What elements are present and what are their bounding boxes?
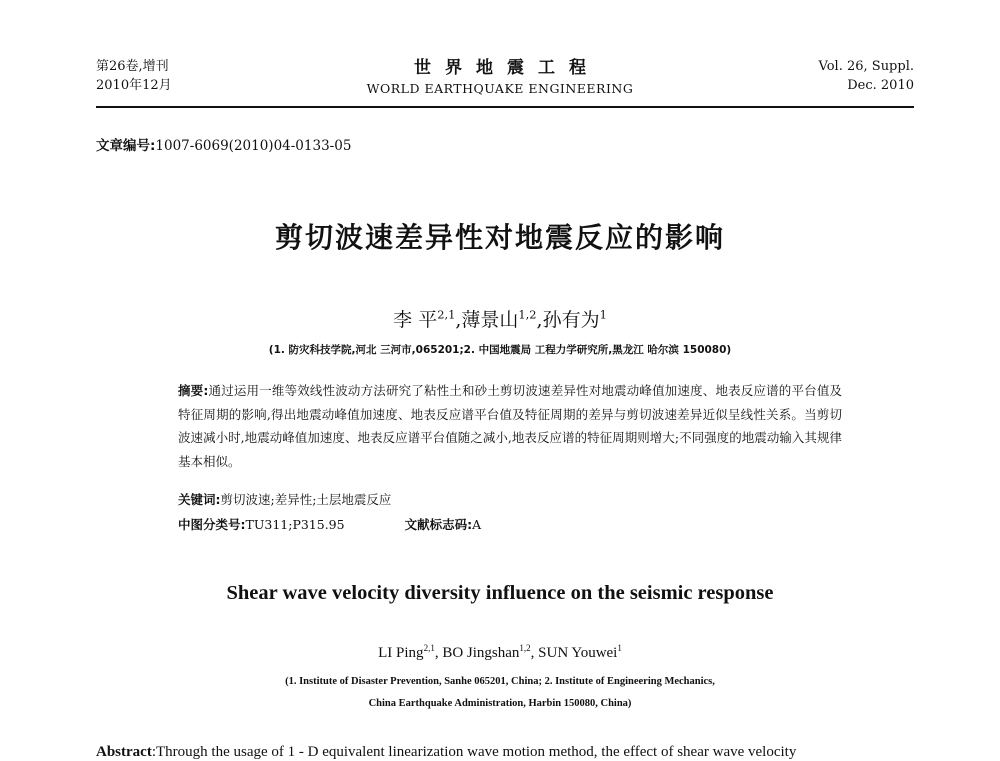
volume-cn: 第26卷,增刊 [96, 59, 169, 74]
abstract-en-label: Abstract [96, 744, 152, 760]
abstract-cn-label: 摘要: [178, 383, 209, 398]
abstract-en [96, 744, 926, 761]
author-affil-mark: 1,2 [519, 643, 531, 653]
doc-code-label: 文献标志码: [404, 517, 473, 532]
author-separator: , [530, 645, 539, 661]
author-name: SUN Youwei [538, 645, 618, 661]
classification-label: 中图分类号: [178, 517, 246, 532]
author-affil-mark: 2,1 [423, 643, 435, 653]
doc-code-value: A [472, 517, 482, 532]
date-en: Dec. 2010 [847, 78, 914, 93]
author-separator: , [434, 645, 443, 661]
abstract-en-text: :Through the usage of 1 - D equivalent linearization wave motion method, the effect of shear wave velocity [151, 744, 797, 760]
keywords-text: 剪切波速;差异性;土层地震反应 [220, 492, 392, 507]
author-affil-mark: 2,1 [437, 307, 456, 322]
date-cn: 2010年12月 [96, 78, 172, 93]
article-number [96, 134, 351, 154]
author-name: 李 平 [393, 309, 438, 331]
classification-value: TU311;P315.95 [245, 517, 345, 532]
header-rule [96, 106, 914, 108]
affiliation-cn: (1. 防灾科技学院,河北 三河市,065201;2. 中国地震局 工程力学研究所,黑龙江 哈尔滨 150080) [268, 344, 732, 356]
author-separator: , [455, 309, 462, 331]
volume-en: Vol. 26, Suppl. [818, 59, 914, 74]
article-number-value: 1007-6069(2010)04-0133-05 [155, 138, 352, 154]
article-number-label: 文章编号: [96, 138, 156, 154]
paper-title-en: Shear wave velocity diversity influence on the seismic response [226, 582, 774, 604]
author-affil-mark: 1 [599, 307, 607, 322]
abstract-cn-text: 通过运用一维等效线性波动方法研究了粘性土和砂土剪切波速差异性对地震动峰值加速度、地表反应谱的平台值及特征周期的影响,得出地震动峰值加速度、地表反应谱平台值及特征周期的差异与剪切波速差异近似呈线性关系。当剪切波速减小时,地震动峰值加速度、地表反应谱平台值随之减小,地表反应谱的特征周期则增大;不同强度的地震动输入其规律基本相似。 [178, 383, 843, 469]
keywords-label: 关键词: [178, 492, 221, 507]
author-name: LI Ping [378, 645, 424, 661]
abstract-cn [178, 379, 842, 473]
paper-title-cn: 剪切波速差异性对地震反应的影响 [274, 221, 725, 254]
header-right [819, 57, 914, 95]
affiliation-en [0, 671, 1000, 715]
author-name: 孙有为 [542, 309, 600, 331]
journal-title-en: WORLD EARTHQUAKE ENGINEERING [366, 81, 634, 96]
author-name: BO Jingshan [442, 645, 520, 661]
author-name: 薄景山 [461, 309, 519, 331]
keywords [178, 490, 391, 508]
affiliation-en-line: China Earthquake Administration, Harbin 150080, China) [368, 698, 632, 709]
classification [178, 515, 481, 533]
author-affil-mark: 1,2 [518, 307, 537, 322]
author-separator: , [536, 309, 543, 331]
journal-title-cn: 世界地震工程 [414, 58, 600, 78]
authors-en [0, 645, 1000, 662]
affiliation-en-line: (1. Institute of Disaster Prevention, Sanhe 065201, China; 2. Institute of Engineering Mechanics, [285, 676, 715, 687]
authors-cn [0, 305, 1000, 332]
author-affil-mark: 1 [617, 643, 622, 653]
